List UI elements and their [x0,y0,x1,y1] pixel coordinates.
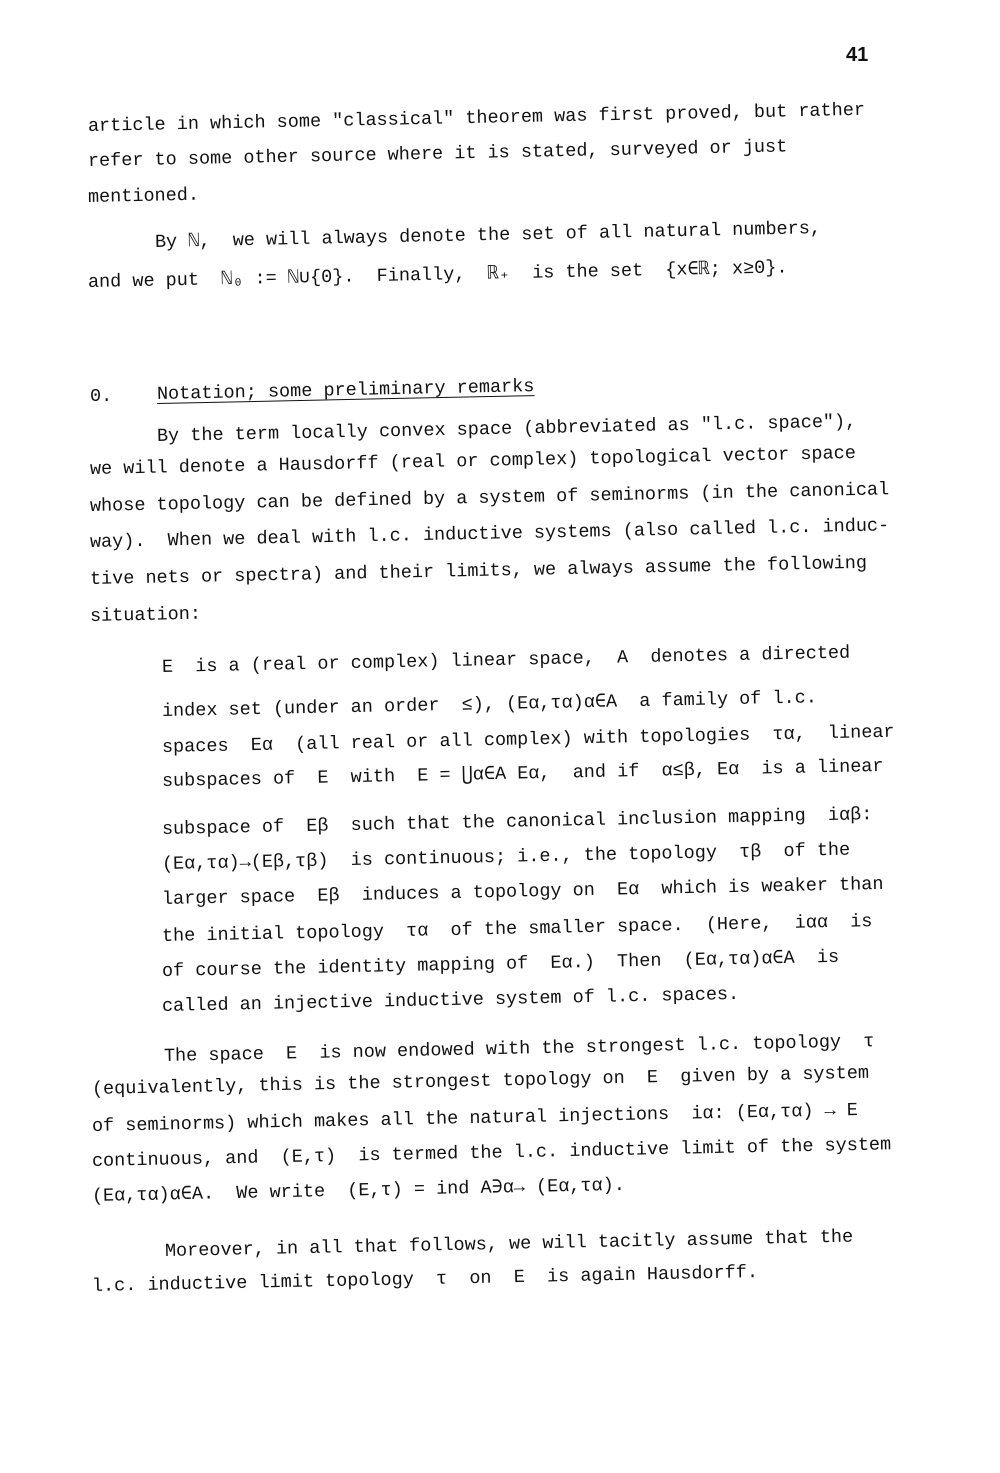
text-line: continuous, and (E,τ) is termed the l.c. inductive limit of the system [91,1134,892,1172]
text-line: Moreover, in all that follows, we will tacitly assume that the [164,1226,854,1262]
text-line: By the term locally convex space (abbreviated as "l.c. space"), [156,411,857,447]
text-line: (equivalently, this is the strongest topology on E given by a system [91,1062,870,1100]
text-line: By ℕ, we will always denote the set of all natural numbers, [154,218,822,253]
text-line: refer to some other source where it is stated, surveyed or just [87,136,788,172]
text-line: way). When we deal with l.c. inductive systems (also called l.c. induc- [89,515,890,553]
text-line: index set (under an order ≤), (Eα,τα)α∈A a family of l.c. [161,687,818,722]
text-line: article in which some "classical" theorem was first proved, but rather [87,99,866,137]
section-number: 0. [90,386,113,407]
text-line: (Eα,τα)→(Eβ,τβ) is continuous; i.e., the topology τβ of the [161,839,851,875]
text-line: mentioned. [87,184,200,208]
text-line: subspaces of E with E = ⋃α∈A Eα, and if α≤β, Eα is a linear [161,755,884,792]
text-line: (Eα,τα)α∈A. We write (E,τ) = ind A∋α→ (Eα,τα). [91,1174,626,1207]
text-line: of course the identity mapping of Eα.) Then (Eα,τα)α∈A is [161,946,840,982]
section-title: Notation; some preliminary remarks [156,376,535,405]
text-line: spaces Eα (all real or all complex) with topologies τα, linear [161,721,895,758]
text-line: we will denote a Hausdorff (real or complex) topological vector space [89,442,857,480]
text-line: The space E is now endowed with the strongest l.c. topology τ [163,1031,875,1067]
text-line: larger space Eβ induces a topology on Eα which is weaker than [161,873,884,910]
text-line: whose topology can be defined by a system of seminorms (in the canonical [89,479,890,517]
text-line: the initial topology τα of the smaller space. (Here, iαα is [161,911,873,947]
text-line: and we put ℕ₀ := ℕ∪{0}. Finally, ℝ₊ is the set {x∈ℝ; x≥0}. [87,257,788,293]
text-line: tive nets or spectra) and their limits, we always assume the following [89,552,868,590]
text-line: of seminorms) which makes all the natural injections iα: (Eα,τα) → E [91,1099,859,1137]
text-line: called an injective inductive system of l.c. spaces. [161,983,740,1017]
text-line: l.c. inductive limit topology τ on E is again Hausdorff. [91,1262,759,1297]
page-number: 41 [846,44,869,66]
text-line: subspace of Eβ such that the canonical inclusion mapping iαβ: [161,804,873,840]
text-line: E is a (real or complex) linear space, A denotes a directed [161,642,851,678]
text-line: situation: [89,603,202,627]
